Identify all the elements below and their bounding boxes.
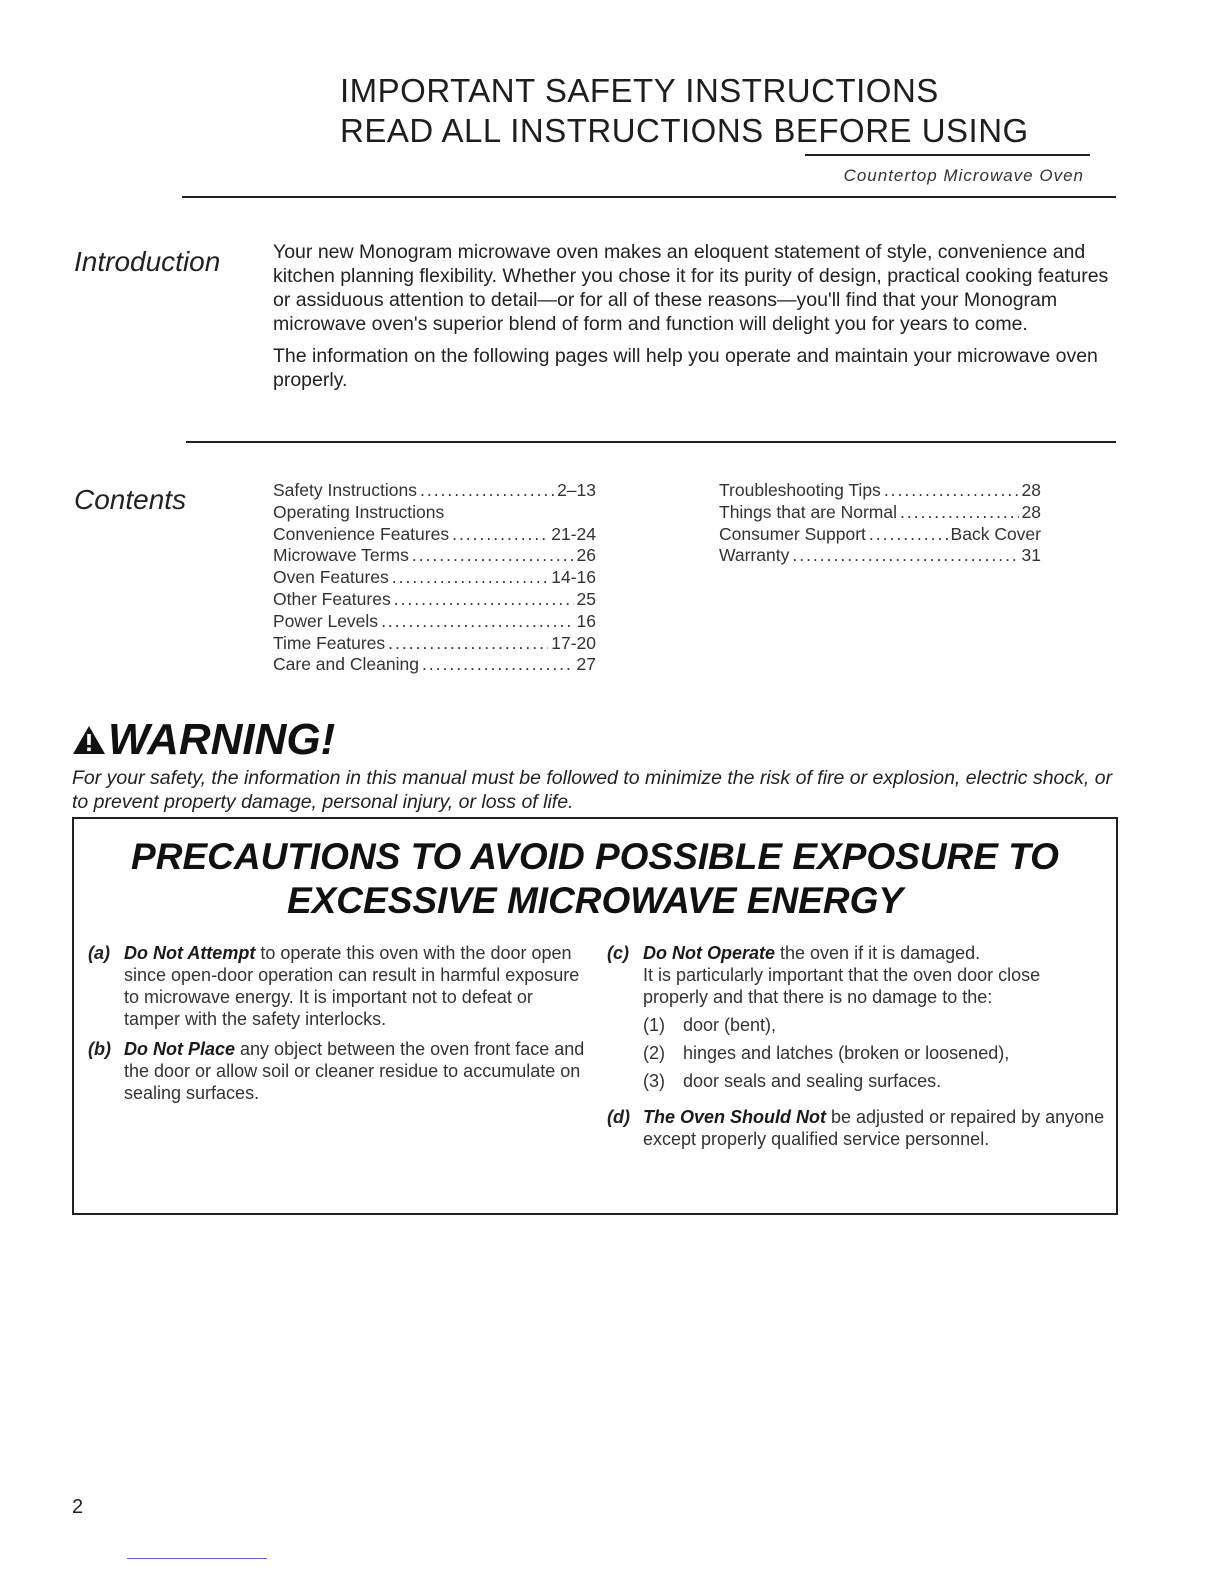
title-underline bbox=[805, 154, 1090, 156]
toc-leader bbox=[394, 589, 574, 611]
item-lead: Do Not Attempt bbox=[124, 943, 256, 963]
toc-entry-label: Other Features bbox=[273, 588, 391, 609]
toc-entry-label: Power Levels bbox=[273, 610, 379, 631]
sub-item-number: (3) bbox=[643, 1071, 665, 1091]
item-letter: (d) bbox=[607, 1107, 630, 1127]
toc-entry-page: 14-16 bbox=[551, 567, 596, 588]
item-letter: (c) bbox=[607, 943, 629, 963]
item-letter: (a) bbox=[88, 943, 110, 963]
precautions-column-left bbox=[88, 942, 588, 1112]
section-divider-top bbox=[182, 196, 1116, 198]
toc-leader bbox=[412, 545, 574, 567]
toc-leader bbox=[884, 480, 1019, 502]
item-lead: Do Not Place bbox=[124, 1039, 236, 1059]
toc-entry-page: 2–13 bbox=[557, 480, 596, 500]
contents-list-right bbox=[719, 480, 1041, 567]
item-lead: The Oven Should Not bbox=[643, 1107, 826, 1127]
toc-entry-label: Convenience Features bbox=[273, 523, 450, 544]
toc-entry-label: Consumer Support bbox=[719, 523, 866, 544]
warning-triangle-icon bbox=[72, 724, 106, 756]
contents-heading: Contents bbox=[74, 484, 187, 515]
item-text bbox=[643, 942, 1107, 1098]
damage-list-item bbox=[643, 1042, 1107, 1064]
item-body: be adjusted or repaired by anyone except properly qualified service personnel. bbox=[643, 1107, 1105, 1149]
toc-leader bbox=[792, 545, 1018, 567]
warning-heading bbox=[72, 715, 335, 765]
damage-list-item bbox=[643, 1014, 1107, 1036]
toc-entry-label: Things that are Normal bbox=[719, 501, 897, 522]
toc-leader bbox=[422, 654, 574, 676]
precaution-item-c bbox=[607, 942, 1107, 1098]
toc-entry-page: 31 bbox=[1021, 545, 1041, 566]
toc-entry-page: Back Cover bbox=[950, 523, 1041, 544]
toc-entry[interactable] bbox=[719, 502, 1041, 524]
toc-entry[interactable] bbox=[273, 611, 596, 633]
introduction-paragraph-2: The information on the following pages will help you operate and maintain your microwave oven properly. bbox=[273, 345, 1098, 391]
toc-entry-label: Time Features bbox=[273, 632, 386, 653]
section-divider-middle bbox=[186, 441, 1116, 443]
precaution-item-b bbox=[88, 1038, 588, 1104]
toc-entry-page: 16 bbox=[576, 610, 596, 631]
sub-item-number: (1) bbox=[643, 1015, 665, 1035]
precaution-item-a bbox=[88, 942, 588, 1030]
toc-entry[interactable] bbox=[273, 545, 596, 567]
toc-entry[interactable] bbox=[719, 545, 1041, 567]
toc-entry[interactable] bbox=[273, 524, 596, 546]
item-text bbox=[643, 1106, 1107, 1150]
item-text bbox=[124, 942, 588, 1030]
item-body: the oven if it is damaged. bbox=[775, 943, 981, 963]
toc-entry-label: Safety Instructions bbox=[273, 480, 417, 500]
toc-entry[interactable] bbox=[719, 524, 1041, 546]
contents-list-left bbox=[273, 480, 596, 676]
toc-leader bbox=[452, 524, 548, 546]
toc-entry-label: Oven Features bbox=[273, 567, 389, 588]
toc-entry-label: Microwave Terms bbox=[273, 545, 409, 566]
toc-entry[interactable] bbox=[719, 480, 1041, 502]
sub-item-number: (2) bbox=[643, 1043, 665, 1063]
toc-entry-page: 17-20 bbox=[551, 632, 596, 653]
introduction-paragraph-1: Your new Monogram microwave oven makes an eloquent statement of style, convenience and kitchen planning flexibility. Whether you chose it for its purity of design, practical cooking features or assiduous attention to detail—or for all of these reasons—you'll find that your Monogram microwave oven's superior blend of form and function will delight you for years to come. bbox=[273, 241, 1109, 335]
precaution-item-d bbox=[607, 1106, 1107, 1150]
precautions-title bbox=[74, 835, 1116, 923]
page-title-line1: IMPORTANT SAFETY INSTRUCTIONS bbox=[340, 72, 939, 109]
toc-entry-page: 27 bbox=[576, 654, 596, 675]
item-extra: It is particularly important that the oven door close properly and that there is no damage to the: bbox=[643, 965, 1041, 1007]
toc-entry-label: Troubleshooting Tips bbox=[719, 480, 881, 500]
toc-entry[interactable] bbox=[273, 480, 596, 502]
toc-entry-page: 28 bbox=[1021, 480, 1041, 500]
damage-list bbox=[643, 1014, 1107, 1092]
sub-item-text: door (bent), bbox=[683, 1015, 777, 1035]
product-subtitle: Countertop Microwave Oven bbox=[843, 166, 1084, 185]
item-lead: Do Not Operate bbox=[643, 943, 776, 963]
introduction-body bbox=[273, 240, 1123, 400]
precautions-title-line1: PRECAUTIONS TO AVOID POSSIBLE EXPOSURE TO bbox=[131, 836, 1059, 877]
damage-list-item bbox=[643, 1070, 1107, 1092]
toc-entry-label: Care and Cleaning bbox=[273, 654, 419, 675]
toc-entry-page: 28 bbox=[1021, 501, 1041, 522]
toc-entry[interactable] bbox=[273, 567, 596, 589]
toc-entry[interactable] bbox=[273, 502, 596, 524]
item-body: to operate this oven with the door open since open-door operation can result in harmful exposure to microwave energy. It is important not to defeat or tamper with the safety interlocks. bbox=[124, 943, 580, 1029]
page-number: 2 bbox=[72, 1496, 84, 1518]
toc-leader bbox=[388, 633, 548, 655]
warning-title: WARNING! bbox=[108, 715, 336, 764]
toc-entry-label: Warranty bbox=[719, 545, 790, 566]
warning-text: For your safety, the information in this manual must be followed to minimize the risk of fire or explosion, electric shock, or to prevent property damage, personal injury, or loss of life. bbox=[72, 767, 1113, 813]
toc-entry-page: 21-24 bbox=[551, 523, 596, 544]
toc-leader bbox=[420, 480, 554, 502]
toc-entry[interactable] bbox=[273, 589, 596, 611]
toc-leader bbox=[869, 524, 948, 546]
item-letter: (b) bbox=[88, 1039, 111, 1059]
precautions-column-right bbox=[607, 942, 1107, 1158]
toc-leader bbox=[900, 502, 1019, 524]
toc-entry[interactable] bbox=[273, 654, 596, 676]
item-body: any object between the oven front face and the door or allow soil or cleaner residue to accumulate on sealing surfaces. bbox=[124, 1039, 585, 1103]
bottom-link-line bbox=[127, 1558, 267, 1559]
sub-item-text: hinges and latches (broken or loosened), bbox=[683, 1043, 1010, 1063]
precautions-title-line2: EXCESSIVE MICROWAVE ENERGY bbox=[286, 880, 904, 921]
toc-leader bbox=[392, 567, 548, 589]
toc-entry[interactable] bbox=[273, 633, 596, 655]
page-title-line2: READ ALL INSTRUCTIONS BEFORE USING bbox=[340, 112, 1029, 149]
toc-entry-page: 25 bbox=[576, 588, 596, 609]
introduction-heading: Introduction bbox=[74, 246, 221, 277]
toc-entry-label: Operating Instructions bbox=[273, 501, 445, 522]
toc-leader bbox=[381, 611, 573, 633]
item-text bbox=[124, 1038, 588, 1104]
toc-entry-page: 26 bbox=[576, 545, 596, 566]
precautions-box bbox=[72, 817, 1118, 1215]
sub-item-text: door seals and sealing surfaces. bbox=[683, 1071, 942, 1091]
